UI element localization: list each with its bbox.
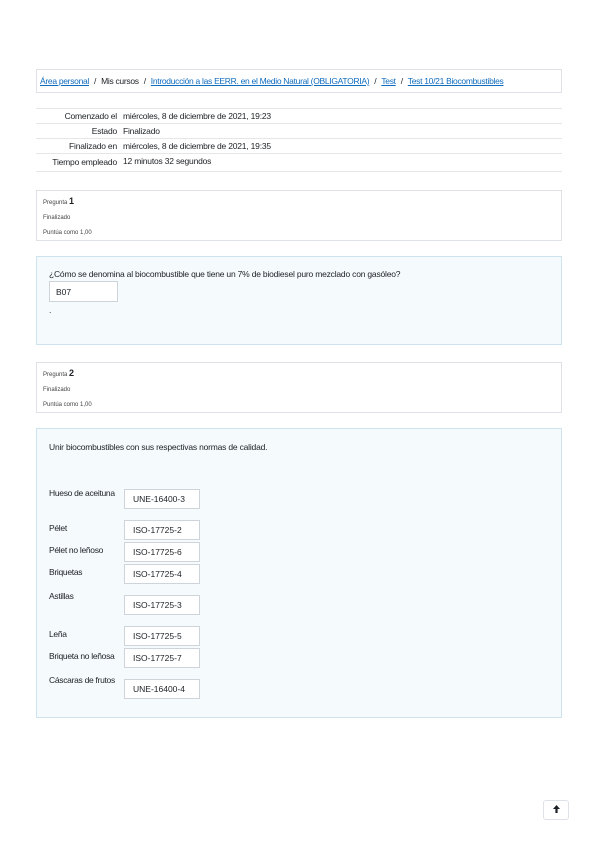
question-1-text: ¿Cómo se denomina al biocombustible que tiene un 7% de biodiesel puro mezclado con gasóleo? <box>49 269 401 279</box>
match-label: Briquetas <box>49 567 83 577</box>
match-select[interactable]: ISO-17725-3 <box>124 595 200 615</box>
question-state: Finalizado <box>43 387 71 393</box>
summary-row-finished <box>36 138 562 153</box>
match-label: Astillas <box>49 591 74 601</box>
breadcrumb-separator: / <box>94 76 97 86</box>
summary-label: Estado <box>91 126 117 136</box>
question-2-info <box>36 362 562 413</box>
match-label: Cáscaras de frutos <box>49 675 115 685</box>
question-1-info <box>36 190 562 241</box>
summary-value: miércoles, 8 de diciembre de 2021, 19:35 <box>123 141 271 151</box>
question-1-trailing: . <box>49 305 52 315</box>
breadcrumb-separator: / <box>374 76 377 86</box>
arrow-up-icon <box>552 804 561 817</box>
question-number: 1 <box>69 196 75 206</box>
summary-row-started <box>36 108 562 123</box>
match-select[interactable]: UNE-16400-3 <box>124 489 200 509</box>
question-state: Finalizado <box>43 215 71 221</box>
match-select[interactable]: ISO-17725-5 <box>124 626 200 646</box>
breadcrumb-separator: / <box>400 76 403 86</box>
summary-label: Comenzado el <box>64 111 117 121</box>
back-to-top-button[interactable] <box>543 800 569 820</box>
match-select[interactable]: ISO-17725-7 <box>124 648 200 668</box>
breadcrumb-area-personal[interactable]: Área personal <box>40 76 90 86</box>
summary-value: Finalizado <box>123 126 160 136</box>
breadcrumb <box>36 69 562 93</box>
question-number: 2 <box>69 368 75 378</box>
match-label: Pélet <box>49 523 67 533</box>
summary-row-time <box>36 153 562 172</box>
breadcrumb-quiz[interactable]: Test 10/21 Biocombustibles <box>407 76 504 86</box>
match-label: Pélet no leñoso <box>49 545 104 555</box>
match-select[interactable]: ISO-17725-2 <box>124 520 200 540</box>
match-label: Leña <box>49 629 67 639</box>
breadcrumb-course[interactable]: Introducción a las EERR. en el Medio Natural (OBLIGATORIA) <box>150 76 370 86</box>
question-prefix: Pregunta <box>43 200 68 206</box>
match-select[interactable]: ISO-17725-6 <box>124 542 200 562</box>
breadcrumb-mis-cursos: Mis cursos <box>101 76 139 86</box>
question-1-answer-field[interactable]: B07 <box>49 281 118 302</box>
match-label: Hueso de aceituna <box>49 488 115 498</box>
match-select[interactable]: ISO-17725-4 <box>124 564 200 584</box>
summary-value: 12 minutos 32 segundos <box>123 156 212 166</box>
summary-value: miércoles, 8 de diciembre de 2021, 19:23 <box>123 111 271 121</box>
summary-label: Tiempo empleado <box>52 157 117 167</box>
question-score: Puntúa como 1,00 <box>43 230 92 236</box>
match-label: Briqueta no leñosa <box>49 651 115 661</box>
match-select[interactable]: UNE-16400-4 <box>124 679 200 699</box>
breadcrumb-separator: / <box>143 76 146 86</box>
attempt-summary <box>36 108 562 172</box>
breadcrumb-test[interactable]: Test <box>381 76 396 86</box>
summary-label: Finalizado en <box>69 141 117 151</box>
summary-row-state <box>36 123 562 138</box>
question-2-text: Unir biocombustibles con sus respectivas normas de calidad. <box>49 442 268 452</box>
question-prefix: Pregunta <box>43 372 68 378</box>
question-score: Puntúa como 1,00 <box>43 402 92 408</box>
